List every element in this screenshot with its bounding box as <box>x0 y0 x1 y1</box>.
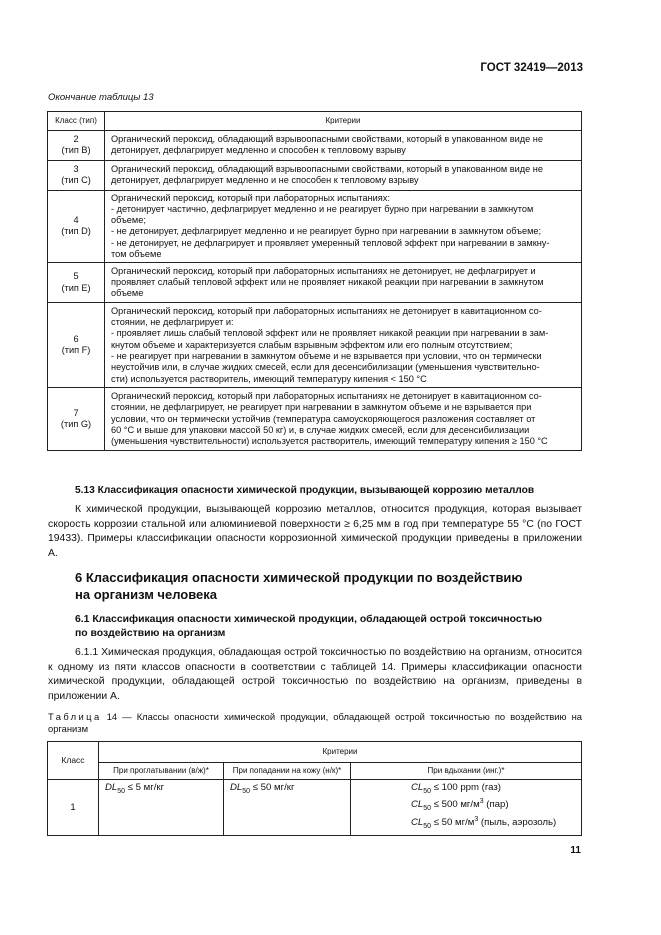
inhal-subscript: 50 <box>423 787 432 795</box>
page-number: 11 <box>570 845 581 856</box>
section-6-1-title <box>75 613 580 640</box>
criteria-line: Органический пероксид, который при лабораторных испытаниях не детонирует в кавитационном со- <box>111 391 542 402</box>
inhal-vapor-value: ≤ 500 мг/м <box>431 799 480 811</box>
class-type: (тип С) <box>61 175 91 185</box>
inhal-subscript: 50 <box>423 805 432 812</box>
table13-row <box>48 130 582 160</box>
inhal-symbol: CL <box>411 781 424 793</box>
criteria-line: стоянии, не дефлагрирует и: <box>111 317 234 328</box>
criteria-line: объеме <box>111 288 144 299</box>
table13-class-cell <box>48 303 105 388</box>
class-type: (тип В) <box>61 145 91 155</box>
inhal-subscript: 50 <box>423 822 432 830</box>
oral-subscript: 50 <box>117 787 126 795</box>
table14-header-row1 <box>48 742 582 763</box>
table14-row1-dermal <box>224 779 351 836</box>
table14-col-class: Класс <box>48 742 99 780</box>
table13-class-cell <box>48 388 105 451</box>
table13-criteria-cell <box>105 263 582 303</box>
table14-col-oral: При проглатывании (в/ж)* <box>99 763 224 780</box>
criteria-line: Органический пероксид, который при лабораторных испытаниях: <box>111 192 390 203</box>
class-number: 7 <box>73 407 79 418</box>
section-6-1-1-paragraph: 6.1.1 Химическая продукция, обладающая острой токсичностью по воздействию на организм, относится к одному из пяти классов опасности в соответствии с таблицей 14. Примеры классификации опасности химической продукции, обладающей острой токсичностью по воздействию на организм, приведены в приложении А. <box>48 647 582 702</box>
inhal-line-vapor <box>411 797 575 815</box>
criteria-line: том объеме <box>111 248 162 259</box>
criteria-line: - не реагирует при нагревании в замкнутом объеме и не взрывается при условии, что он термически <box>111 350 542 361</box>
table-14 <box>47 741 582 836</box>
criteria-line: (уменьшения чувствительности) используется растворитель, имеющий температуру кипения ≥ 150 °С <box>111 436 548 447</box>
criteria-line: условии, что он термически устойчив (температура самоускоряющегося разложения составляет от <box>111 413 536 424</box>
table13-criteria-cell <box>105 303 582 388</box>
criteria-line: Органический пероксид, обладающий взрывоопасными свойствами, который в упакованном виде не <box>111 133 543 144</box>
inhal-vapor-sup: 3 <box>479 797 484 805</box>
section-5-13-title: 5.13 Классификация опасности химической продукции, вызывающей коррозию металлов <box>75 485 535 496</box>
oral-value: ≤ 5 мг/кг <box>125 781 165 793</box>
section-6-title-line2: на организм человека <box>75 586 218 602</box>
table13-row <box>48 303 582 388</box>
table13-row <box>48 263 582 303</box>
col-class-header: Класс (тип) <box>48 112 105 131</box>
table14-caption <box>48 711 582 735</box>
table13-class-cell <box>48 263 105 303</box>
criteria-line: стоянии, не дефлагрирует, не реагирует при нагревании в замкнутом объеме и не взрывается при <box>111 402 532 413</box>
class-type: (тип D) <box>61 226 91 237</box>
section-5-13-paragraph: К химической продукции, вызывающей коррозию металлов, относится продукция, которая вызывает скорость коррозии стальной или алюминиевой поверхности ≥ 6,25 мм в год при температуре 55 °С (по ГОСТ 19433). Примеры классификации опасности коррозионной химической продукции приведены в приложении А. <box>48 504 582 559</box>
table14-row1-inhalation <box>351 779 582 836</box>
table-13 <box>47 111 582 451</box>
section-6-1-title-line2: по воздействию на организм <box>75 627 226 639</box>
criteria-line: - детонирует частично, дефлагрирует медленно и не реагирует бурно при нагревании в замкнутом <box>111 203 534 214</box>
dermal-symbol: DL <box>230 781 243 793</box>
inhal-line-dust <box>411 815 575 833</box>
oral-symbol: DL <box>105 781 118 793</box>
table13-row <box>48 190 582 263</box>
table13-class-cell <box>48 190 105 263</box>
class-number: 6 <box>73 333 79 344</box>
table14-caption-text: 14 — Классы опасности химической продукции, обладающей острой токсичностью по воздействию на организм <box>48 711 582 734</box>
criteria-line: Органический пероксид, который при лабораторных испытаниях не детонирует в кавитационном со- <box>111 305 542 316</box>
class-type: (тип F) <box>61 345 91 356</box>
inhal-gas-value: ≤ 100 ppm (газ) <box>431 781 501 793</box>
criteria-line: Органический пероксид, обладающий взрывоопасными свойствами, который в упакованном виде не <box>111 163 543 174</box>
document-code: ГОСТ 32419—2013 <box>480 62 583 74</box>
criteria-line: - проявляет лишь слабый тепловой эффект или не проявляет никакой реакции при нагревании в зам- <box>111 328 549 339</box>
table13-row <box>48 160 582 190</box>
class-number: 3 <box>73 163 79 174</box>
section-6-title-line1: 6 Классификация опасности химической продукции по воздействию <box>75 570 523 585</box>
class-number: 5 <box>73 271 79 282</box>
table14-header-row2 <box>48 763 582 780</box>
table13-criteria-cell <box>105 130 582 160</box>
table14-row-class-1 <box>48 779 582 836</box>
criteria-line: 60 °С и выше для упаковки массой 50 кг) и, в случае жидких смесей, если для десенсибилизации <box>111 424 530 435</box>
inhal-line-gas <box>411 783 575 797</box>
class-type: (тип G) <box>60 419 92 430</box>
inhal-symbol: CL <box>411 799 424 811</box>
table14-col-dermal: При попадании на кожу (н/к)* <box>224 763 351 780</box>
criteria-line: проявляет слабый тепловой эффект или не проявляет никакой реакции при нагревании в замкнутом <box>111 277 544 288</box>
table13-class-cell <box>48 160 105 190</box>
col-criteria-header: Критерии <box>105 112 582 131</box>
table14-col-criteria: Критерии <box>99 742 582 763</box>
table13-criteria-cell <box>105 190 582 263</box>
table13-row <box>48 388 582 451</box>
table13-class-cell <box>48 130 105 160</box>
section-6-title <box>75 570 575 603</box>
table14-row1-class: 1 <box>48 779 99 836</box>
inhal-vapor-unit: (пар) <box>483 799 509 811</box>
criteria-line: сти) используется растворитель, имеющий температуру кипения < 150 °С <box>111 373 427 384</box>
table14-col-inhalation: При вдыхании (инг.)* <box>351 763 582 780</box>
criteria-line: Органический пероксид, который при лабораторных испытаниях не детонирует, не дефлагрирует и <box>111 265 536 276</box>
table14-caption-word: Таблица <box>48 711 102 722</box>
section-6-1-title-line1: 6.1 Классификация опасности химической продукции, обладающей острой токсичностью <box>75 614 543 625</box>
criteria-line: неустойчив или, в случае жидких смесей, если для десенсибилизации (уменьшения чувствительно- <box>111 362 540 373</box>
criteria-line: - не детонирует, дефлагрирует медленно и не реагирует бурно при нагревании в замкнутом объеме; <box>111 226 542 237</box>
criteria-line: - не детонирует, не дефлагрирует и проявляет умеренный тепловой эффект при нагревании в замкну- <box>111 237 550 248</box>
class-number: 4 <box>73 215 79 226</box>
criteria-line: кнутом объеме и характеризуется слабым взрывным эффектом или его полным отсутствием; <box>111 339 513 350</box>
class-number: 2 <box>73 133 79 144</box>
dermal-subscript: 50 <box>242 787 251 795</box>
inhal-dust-unit: (пыль, аэрозоль) <box>478 816 557 828</box>
inhal-symbol: CL <box>411 816 424 828</box>
criteria-line: объеме; <box>111 215 146 226</box>
criteria-line: детонирует, дефлагрирует медленно и не способен к тепловому взрыву <box>111 175 419 185</box>
table13-body <box>48 130 582 451</box>
table13-criteria-cell <box>105 388 582 451</box>
inhal-dust-sup: 3 <box>474 815 479 823</box>
criteria-line: детонирует, дефлагрирует медленно и способен к тепловому взрыву <box>111 145 406 155</box>
table13-criteria-cell <box>105 160 582 190</box>
table-header-row <box>48 112 582 131</box>
dermal-value: ≤ 50 мг/кг <box>250 781 295 793</box>
table13-caption: Окончание таблицы 13 <box>48 92 154 103</box>
class-type: (тип E) <box>61 282 91 293</box>
table14-row1-oral <box>99 779 224 836</box>
inhal-dust-value: ≤ 50 мг/м <box>431 816 475 828</box>
